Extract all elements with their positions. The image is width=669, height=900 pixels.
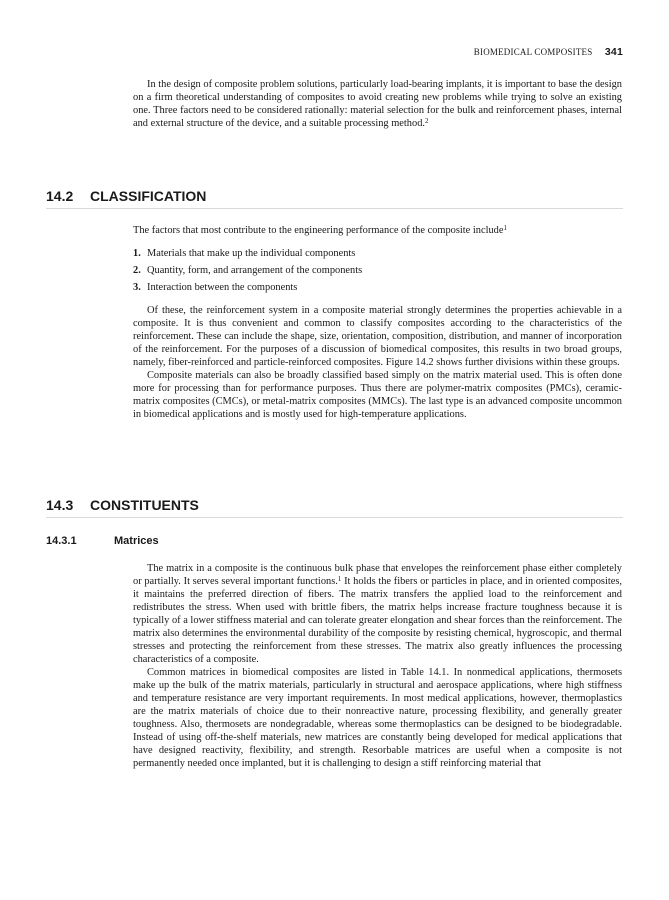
list-text: Interaction between the components — [147, 282, 298, 293]
matrices-text-a: The matrix in a composite is the continuous bulk phase that envelopes the reinforcement phase either completely or partially. It serves several important functions. — [133, 563, 622, 587]
factors-list — [133, 247, 622, 294]
matrices-paragraph-2: Common matrices in biomedical composites are listed in Table 14.1. In nonmedical applications, thermosets make up the bulk of the matrix materials, particularly in structural and aerospace applications, where high stiffness and temperature resistance are very important requirements. In most medical applications, however, thermoplastics are the matrix materials of choice due to their nonreactive nature, processing flexibility, and generally greater toughness. Also, thermosets are nondegradable, whereas some thermoplastics can be designed to be biodegradable. Instead of using off-the-shelf materials, new matrices are constantly being developed for medical applications that have designed reactivity, flexibility, and strength. Resorbable matrices are useful when a composite is not permanently needed once implanted, but it is challenging to design a stiff reinforcing material that — [133, 667, 622, 769]
section-heading-14-3 — [46, 497, 623, 518]
classification-lead — [133, 224, 622, 237]
matrices-ref: 1 — [337, 575, 342, 583]
running-title: BIOMEDICAL COMPOSITES — [473, 47, 593, 57]
list-item — [133, 247, 622, 260]
list-number: 2. — [133, 265, 141, 276]
section-heading-14-2 — [46, 188, 623, 209]
subsection-number: 14.3.1 — [46, 535, 77, 547]
lead-text: The factors that most contribute to the engineering performance of the composite include — [133, 225, 504, 236]
list-item — [133, 264, 622, 277]
list-item — [133, 281, 622, 294]
intro-text: In the design of composite problem solutions, particularly load-bearing implants, it is important to base the design on a firm theoretical understanding of composites to avoid creating new problems while trying to solve an existing one. Three factors need to be considered rationally: material selection for the bulk and reinforcement phases, internal and external structure of the device, and a suitable processing method. — [133, 79, 622, 129]
list-text: Quantity, form, and arrangement of the components — [147, 265, 363, 276]
matrices-body — [133, 562, 622, 770]
section-14-2-body — [133, 224, 622, 421]
lead-ref: 1 — [503, 224, 507, 232]
page-number: 341 — [604, 46, 623, 58]
running-header — [474, 46, 623, 58]
section-title: CLASSIFICATION — [90, 188, 207, 204]
list-text: Materials that make up the individual components — [147, 248, 356, 259]
intro-paragraph-block — [133, 78, 622, 130]
intro-paragraph — [133, 78, 622, 130]
classification-paragraph-2: Composite materials can also be broadly classified based simply on the matrix material used. This is often done more for processing than for performance purposes. Thus there are polymer-matrix composites (PMCs), ceramic-matrix composites (CMCs), or metal-matrix composites (MMCs). The last type is an advanced composite uncommon in biomedical applications and is mostly used for high-temperature applications. — [133, 370, 622, 420]
classification-paragraph-1: Of these, the reinforcement system in a composite material strongly determines the properties achievable in a composite. It is thus convenient and common to classify composites according to the characteristics of the reinforcement. These can include the shape, size, orientation, composition, distribution, and manner of incorporation of the reinforcement. For the purposes of a discussion of biomedical composites, this results in two broad groups, namely, fiber-reinforced and particle-reinforced composites. Figure 14.2 shows further divisions within these groups. — [133, 305, 622, 368]
list-number: 1. — [133, 248, 141, 259]
section-number: 14.2 — [46, 188, 74, 204]
subsection-title: Matrices — [114, 535, 159, 547]
subsection-heading-14-3-1 — [46, 535, 159, 547]
list-number: 3. — [133, 282, 141, 293]
intro-ref: 2 — [425, 117, 429, 125]
section-title: CONSTITUENTS — [90, 497, 199, 513]
section-number: 14.3 — [46, 497, 74, 513]
matrices-text-b: It holds the fibers or particles in place, and in oriented composites, it maintains the preferred direction of fibers. The matrix transfers the applied load to the reinforcement and redistributes the stress. When used with brittle fibers, the matrix helps increase fracture toughness because it is typically of a lower stiffness material and can tolerate greater elongation and shear forces than the reinforcement. The matrix also determines the environmental durability of the composite by resisting chemical, hygroscopic, and thermal stresses and protecting the reinforcement from these stresses. The matrix also greatly influences the processing characteristics of a composite. — [133, 576, 622, 665]
matrices-paragraph-1 — [133, 562, 622, 666]
